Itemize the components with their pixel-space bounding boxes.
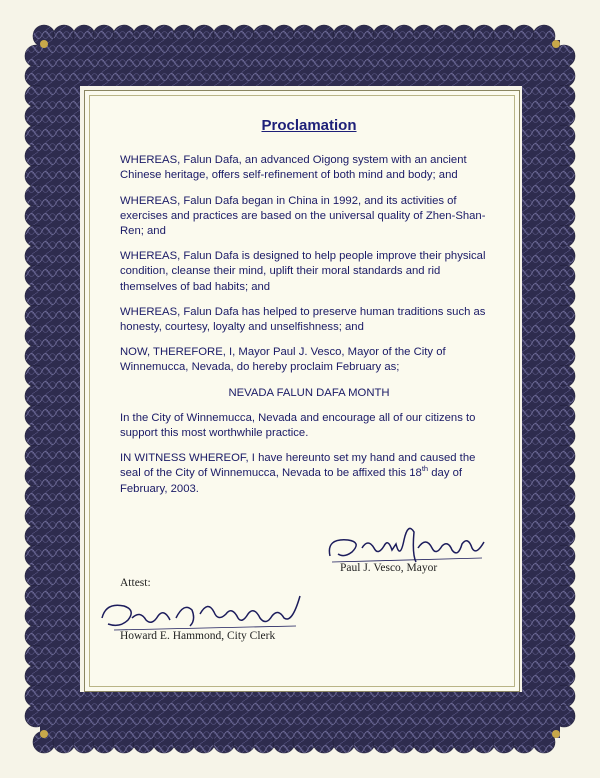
mayor-name-line: Paul J. Vesco, Mayor (340, 562, 438, 574)
corner-ornament (40, 730, 48, 738)
whereas-paragraph-4: WHEREAS, Falun Dafa has helped to preserve human traditions such as honesty, courtesy, loyalty and unselfishness; and (120, 305, 486, 334)
attest-label: Attest: (120, 577, 151, 589)
corner-ornament (552, 40, 560, 48)
therefore-paragraph: NOW, THEREFORE, I, Mayor Paul J. Vesco, Mayor of the City of Winnemucca, Nevada, do hereby proclaim February as; (120, 346, 446, 374)
corner-ornament (552, 730, 560, 738)
closing-paragraph: In the City of Winnemucca, Nevada and encourage all of our citizens to support this most worthwhile practice. (120, 411, 476, 440)
clerk-name-line: Howard E. Hammond, City Clerk (120, 630, 276, 642)
witness-date: day of February, 2003. (120, 467, 463, 495)
witness-ordinal: th (421, 464, 429, 474)
whereas-paragraph-3: WHEREAS, Falun Dafa is designed to help people improve their physical condition, cleanse their mind, uplift their moral standards and rid themselves of bad habits; and (120, 250, 486, 293)
proclaimed-month: NEVADA FALUN DAFA MONTH (228, 386, 390, 399)
witness-paragraph (120, 451, 498, 497)
page-title: Proclamation (261, 117, 357, 134)
proclamation-body (120, 118, 498, 507)
whereas-paragraph-1: WHEREAS, Falun Dafa, an advanced Oigong system with an ancient Chinese heritage, offers self-refinement of both mind and body; and (120, 154, 467, 182)
witness-text: IN WITNESS WHEREOF, I have hereunto set my hand and caused the seal of the City of Winnemucca, Nevada to be affixed this 18 (120, 452, 476, 480)
clerk-signature (96, 588, 316, 636)
corner-ornament (40, 40, 48, 48)
whereas-paragraph-2: WHEREAS, Falun Dafa began in China in 1992, and its activities of exercises and practices are based on the universal quality of Zhen-Shan-Ren; and (120, 194, 486, 238)
